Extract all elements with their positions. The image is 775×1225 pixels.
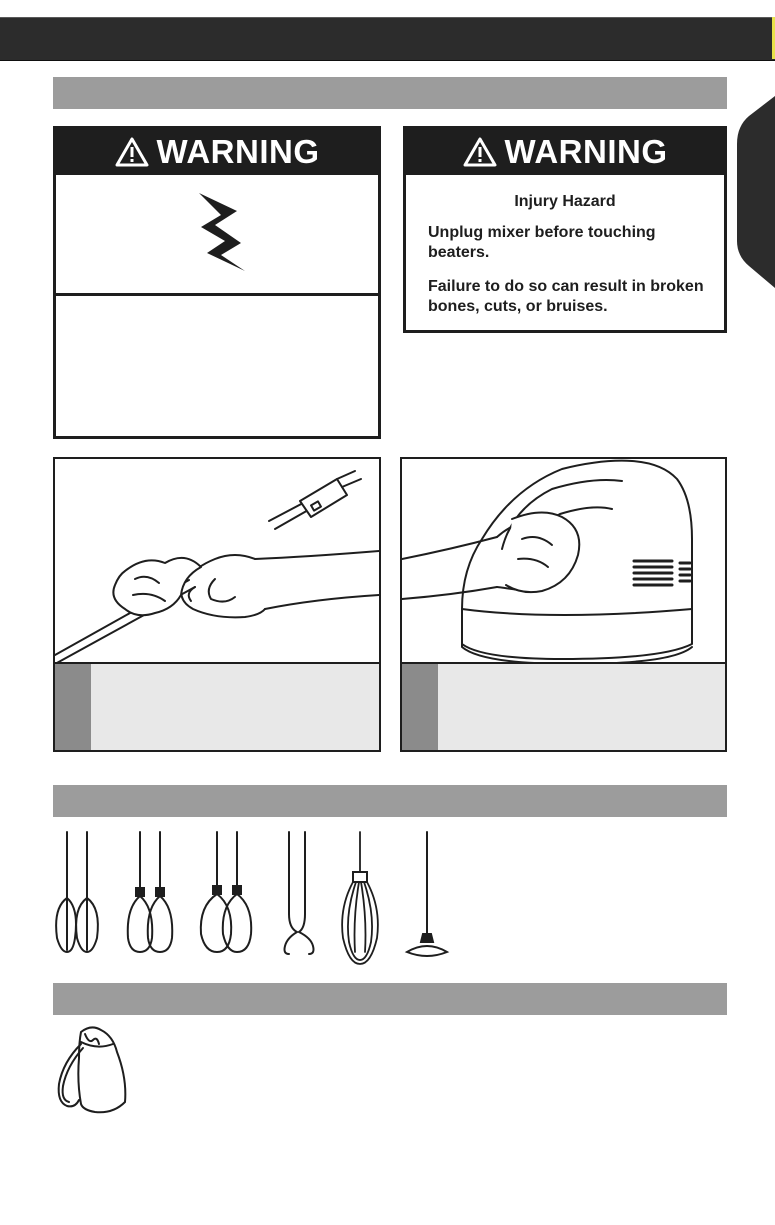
section-bar-storage: [53, 983, 727, 1015]
hazard-line-1: Unplug mixer before touching beaters.: [428, 224, 656, 261]
panel-caption: [55, 662, 379, 750]
warning-triangle-icon: [463, 137, 497, 167]
shock-symbol-area: [56, 175, 378, 293]
step-chip: [402, 664, 438, 750]
storage-bag-icon: [53, 1022, 131, 1116]
hazard-line-2: Failure to do so can result in broken bones, cuts, or bruises.: [428, 278, 704, 315]
hazard-heading: Injury Hazard: [514, 193, 616, 210]
side-tab: [737, 96, 775, 288]
turbo-beaters-icon: [53, 828, 103, 968]
section-bar-accessories: [53, 785, 727, 817]
warning-divider: [56, 293, 378, 296]
illustration-panel-cord: [53, 457, 381, 752]
dough-hooks-icon: [277, 828, 323, 968]
warning-title: WARNING: [504, 133, 668, 170]
warning-header: [56, 129, 378, 175]
whisk-icon: [337, 828, 383, 968]
warning-box-injury: [403, 126, 727, 333]
panel-caption: [402, 662, 725, 750]
warning-box-electric: [53, 126, 381, 439]
pro-beaters-icon: [124, 828, 174, 968]
warning-triangle-icon: [115, 137, 149, 167]
header-bar: [0, 17, 775, 61]
warning-header: [406, 129, 724, 175]
flex-edge-beaters-icon: [197, 828, 253, 968]
electric-shock-bolt-icon: [187, 189, 249, 275]
hand-wiping-cord-icon: [55, 459, 379, 664]
illustration-panel-mixer: [400, 457, 727, 752]
section-bar-care: [53, 77, 727, 109]
blender-rod-icon: [403, 828, 451, 968]
warning-title: WARNING: [156, 133, 320, 170]
step-chip: [55, 664, 91, 750]
hand-wiping-mixer-body-icon: [402, 459, 725, 664]
